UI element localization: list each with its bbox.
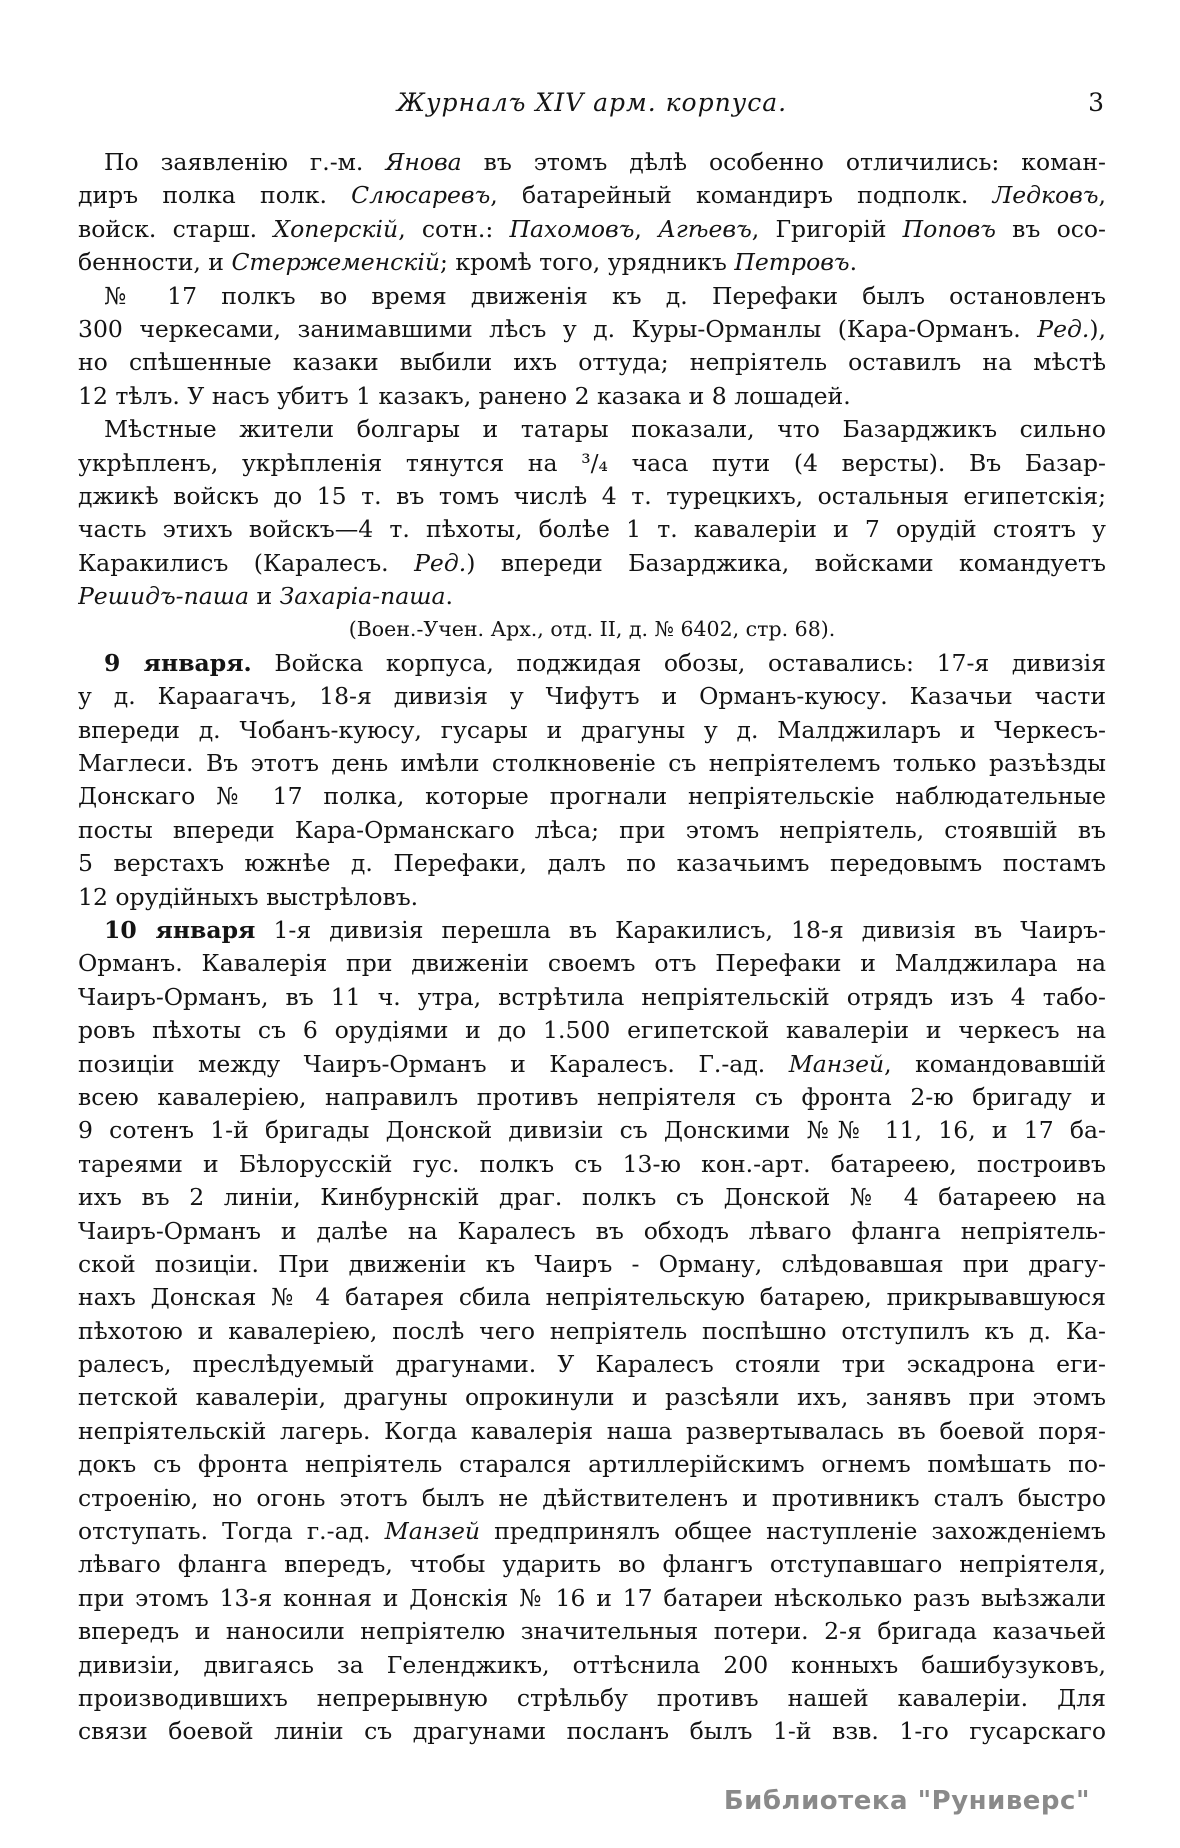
text-line	[78, 1482, 1106, 1515]
text-segment: но спѣшенные казаки выбили ихъ оттуда; непріятель оставилъ на мѣстѣ	[78, 348, 1106, 377]
italic-name: Янова	[385, 148, 462, 176]
text-line	[78, 1715, 1106, 1748]
text-segment: .	[849, 248, 858, 277]
text-segment: 1-я дивизія перешла въ Каракилисъ, 18-я дивизія въ Чаиръ-	[255, 915, 1106, 944]
text-segment: Чаиръ-Орманъ, въ 11 ч. утра, встрѣтила непріятельскій отрядъ изъ 4 табо-	[78, 982, 1106, 1011]
text-line	[78, 1548, 1106, 1581]
text-line	[78, 747, 1106, 780]
text-segment: диръ полка полк.	[78, 181, 352, 210]
italic-name: Агѣевъ	[658, 214, 752, 243]
text-segment: при этомъ 13-я конная и Донскія № 16 и 17 батареи нѣсколько разъ выѣзжали	[78, 1583, 1106, 1612]
archive-citation: (Воен.-Учен. Арх., отд. II, д. № 6402, стр. 68).	[348, 617, 836, 642]
text-segment: часть этихъ войскъ—4 т. пѣхоты, болѣе 1 т. кавалеріи и 7 орудій стоятъ у	[78, 515, 1106, 544]
text-segment: ровъ пѣхоты съ 6 орудіями и до 1.500 египетской кавалеріи и черкесъ на	[78, 1016, 1106, 1045]
text-line	[78, 1014, 1106, 1047]
text-line	[78, 1682, 1106, 1715]
text-segment: укрѣпленъ, укрѣпленія тянутся на ³/₄ часа пути (4 версты). Въ Базар-	[78, 448, 1106, 477]
paragraph	[78, 647, 1106, 914]
library-watermark: Библиотека "Руниверс"	[723, 1786, 1090, 1816]
text-segment: 300 черкесами, занимавшими лѣсъ у д. Куры-Орманлы (Кара-Орманъ.	[78, 314, 1038, 343]
text-segment: впередъ и наносили непріятелю значительныя потери. 2-я бригада казачьей	[78, 1617, 1106, 1646]
text-line	[78, 513, 1106, 546]
text-segment: непріятельскій лагерь. Когда кавалерія наша развертывалась въ боевой поря-	[78, 1416, 1106, 1445]
text-segment: Чаиръ-Орманъ и далѣе на Каралесъ въ обходъ лѣваго фланга непріятель-	[78, 1216, 1106, 1245]
italic-name: Хоперскій	[273, 214, 399, 243]
text-line	[78, 1281, 1106, 1314]
italic-name: Стержеменскій	[231, 248, 440, 277]
text-line	[78, 1515, 1106, 1548]
text-segment: позиціи между Чаиръ-Орманъ и Каралесъ. Г.-ад.	[78, 1049, 789, 1078]
italic-name: Манзей	[384, 1517, 481, 1546]
text-segment: докъ съ фронта непріятель старался артиллерійскимъ огнемъ помѣшать по-	[78, 1450, 1106, 1479]
text-segment: бенности, и	[78, 248, 232, 277]
text-segment: посты впереди Кара-Орманскаго лѣса; при этомъ непріятель, стоявшій въ	[78, 815, 1106, 844]
text-line	[78, 480, 1106, 513]
text-segment: 5 верстахъ южнѣе д. Перефаки, далъ по казачьимъ передовымъ постамъ	[78, 849, 1106, 878]
text-line	[78, 1448, 1106, 1481]
text-line	[78, 1615, 1106, 1648]
text-line	[78, 1381, 1106, 1414]
text-segment: лѣваго фланга впередъ, чтобы ударить во флангъ отступавшаго непріятеля,	[78, 1550, 1106, 1579]
paragraph	[78, 914, 1106, 1749]
text-line	[78, 413, 1106, 446]
text-line	[78, 1348, 1106, 1381]
paragraph	[78, 146, 1106, 280]
text-segment: войск. старш.	[78, 214, 274, 243]
text-segment: въ этомъ дѣлѣ особенно отличились: коман-	[461, 148, 1106, 176]
text-segment: Орманъ. Кавалерія при движеніи своемъ отъ Перефаки и Малджилара на	[78, 949, 1106, 978]
text-segment: предпринялъ общее наступленіе захожденіемъ	[480, 1517, 1106, 1546]
text-segment: , сотн.:	[398, 214, 510, 243]
running-header	[78, 86, 1106, 120]
text-line	[78, 947, 1106, 980]
text-segment: дивизіи, двигаясь за Геленджикъ, оттѣснила 200 конныхъ башибузуковъ,	[78, 1650, 1106, 1679]
text-segment: ихъ въ 2 линіи, Кинбурнскій драг. полкъ съ Донской № 4 батареею на	[78, 1183, 1106, 1212]
italic-name: Петровъ	[734, 248, 850, 277]
text-segment: , командовавшій	[884, 1049, 1106, 1078]
italic-name: Слюсаревъ	[351, 181, 491, 210]
paragraph	[78, 413, 1106, 613]
text-line	[78, 1248, 1106, 1281]
text-segment: ской позиціи. При движеніи къ Чаиръ - Орману, слѣдовавшая при драгу-	[78, 1249, 1106, 1278]
text-segment: производившихъ непрерывную стрѣльбу противъ нашей кавалеріи. Для	[78, 1683, 1106, 1712]
italic-name: Ледковъ	[992, 181, 1099, 210]
text-line	[78, 847, 1106, 880]
text-line	[78, 146, 1106, 179]
text-line	[78, 246, 1106, 279]
text-segment: Войска корпуса, поджидая обозы, оставались: 17-я дивизія	[251, 648, 1106, 677]
italic-name: Решидъ-паша	[78, 582, 250, 611]
text-segment: нахъ Донская № 4 батарея сбила непріятельскую батарею, прикрывавшуюся	[78, 1283, 1106, 1312]
text-segment: ; кромѣ того, урядникъ	[440, 248, 735, 277]
text-line	[78, 780, 1106, 813]
text-segment: пѣхотою и кавалеріею, послѣ чего непріятель поспѣшно отступилъ къ д. Ка-	[78, 1316, 1106, 1345]
text-segment: 12 орудійныхъ выстрѣловъ.	[78, 882, 419, 911]
text-segment: связи боевой линіи съ драгунами посланъ былъ 1-й взв. 1-го гусарскаго	[78, 1717, 1106, 1746]
text-segment: Маглеси. Въ этотъ день имѣли столкновеніе съ непріятелемъ только разъѣзды	[78, 749, 1106, 778]
page-body	[78, 146, 1106, 1749]
text-line	[78, 814, 1106, 847]
text-segment: отступать. Тогда г.-ад.	[78, 1517, 385, 1546]
text-segment: ),	[1089, 314, 1106, 343]
text-line	[78, 647, 1106, 680]
text-segment: впереди д. Чобанъ-куюсу, гусары и драгуны у д. Малджиларъ и Черкесъ-	[78, 715, 1106, 744]
text-segment: у д. Караагачъ, 18-я дивизія у Чифутъ и Орманъ-куюсу. Казачьи части	[78, 682, 1106, 711]
text-line	[78, 447, 1106, 480]
italic-name: Поповъ	[902, 214, 996, 243]
text-segment: № 17 полкъ во время движенія къ д. Перефаки былъ остановленъ	[104, 281, 1106, 310]
text-segment: ,	[634, 214, 659, 243]
text-line	[78, 914, 1106, 947]
text-segment: По заявленію г.-м.	[104, 148, 386, 176]
italic-name: Ред.	[1037, 314, 1090, 343]
text-line	[78, 981, 1106, 1014]
text-segment: и	[249, 582, 280, 611]
text-segment: 9 сотенъ 1-й бригады Донской дивизіи съ Донскими №№ 11, 16, и 17 ба-	[78, 1116, 1106, 1145]
text-line	[78, 1582, 1106, 1615]
italic-name: Ред.	[414, 548, 467, 577]
text-line	[78, 1114, 1106, 1147]
text-segment: Мѣстные жители болгары и татары показали, что Базарджикъ сильно	[104, 415, 1106, 444]
paragraph	[78, 280, 1106, 414]
text-segment: строенію, но огонь этотъ былъ не дѣйствителенъ и противникъ сталъ быстро	[78, 1483, 1106, 1512]
text-line	[78, 1181, 1106, 1214]
text-segment: Каракилисъ (Каралесъ.	[78, 548, 415, 577]
text-segment: въ осо-	[995, 214, 1106, 243]
italic-name: Манзей	[788, 1049, 885, 1078]
bold-date: 9 января.	[104, 648, 252, 677]
italic-name: Захаріа-паша	[279, 582, 446, 611]
text-line	[78, 881, 1106, 914]
page-number: 3	[1088, 88, 1104, 117]
text-line	[78, 547, 1106, 580]
text-line	[78, 1415, 1106, 1448]
text-line	[78, 346, 1106, 379]
running-header-title: Журналъ XIV арм. корпуса.	[396, 88, 788, 117]
text-line	[78, 313, 1106, 346]
text-line	[78, 213, 1106, 246]
text-line	[78, 1148, 1106, 1181]
text-line	[78, 1649, 1106, 1682]
text-line	[78, 1315, 1106, 1348]
text-line	[78, 714, 1106, 747]
text-segment: , батарейный командиръ подполк.	[490, 181, 993, 210]
text-line	[78, 1215, 1106, 1248]
text-segment: 12 тѣлъ. У насъ убитъ 1 казакъ, ранено 2 казака и 8 лошадей.	[78, 381, 851, 410]
bold-date: 10 января	[104, 915, 256, 944]
text-line	[78, 680, 1106, 713]
text-segment: всею кавалеріею, направилъ противъ непріятеля съ фронта 2-ю бригаду и	[78, 1082, 1106, 1111]
text-segment: .	[445, 582, 453, 611]
text-segment: ралесъ, преслѣдуемый драгунами. У Каралесъ стояли три эскадрона еги-	[78, 1350, 1106, 1379]
italic-name: Пахомовъ	[509, 214, 635, 243]
text-segment: джикѣ войскъ до 15 т. въ томъ числѣ 4 т. турецкихъ, остальныя египетскія;	[78, 481, 1106, 510]
text-line	[78, 380, 1106, 413]
text-segment: петской кавалеріи, драгуны опрокинули и разсѣяли ихъ, занявъ при этомъ	[78, 1383, 1106, 1412]
text-line	[78, 1081, 1106, 1114]
text-line	[78, 179, 1106, 212]
text-segment: ,	[1098, 181, 1106, 210]
text-segment: Донскаго № 17 полка, которые прогнали непріятельскіе наблюдательные	[78, 782, 1106, 811]
text-segment: , Григорій	[751, 214, 903, 243]
text-line	[78, 280, 1106, 313]
text-segment: тареями и Бѣлорусскій гус. полкъ съ 13-ю кон.-арт. батареею, построивъ	[78, 1149, 1106, 1178]
text-segment: ) впереди Базарджика, войсками командуетъ	[466, 548, 1106, 577]
text-line	[78, 1048, 1106, 1081]
text-line	[78, 580, 1106, 613]
